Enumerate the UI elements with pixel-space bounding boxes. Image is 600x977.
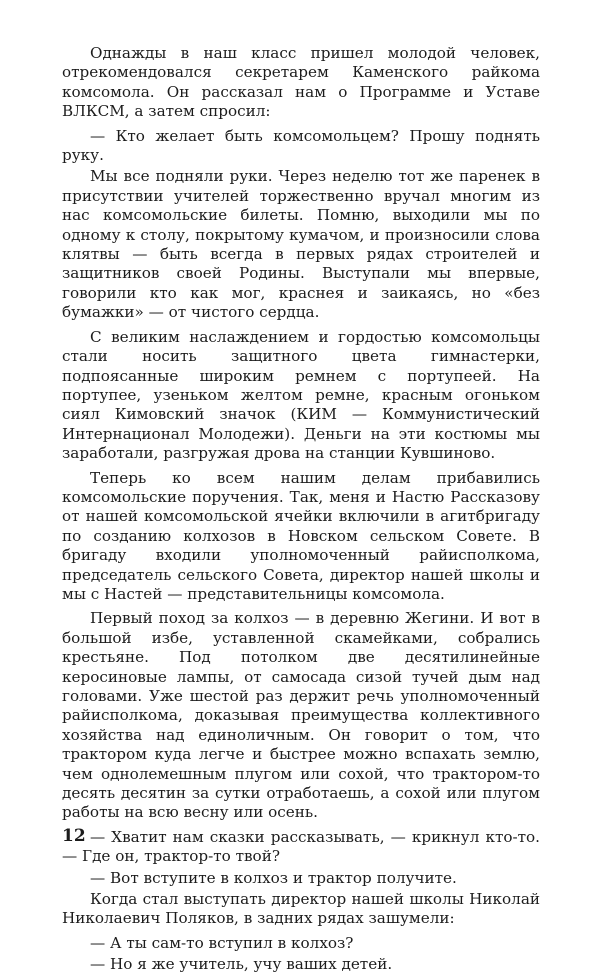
dialog-line: — Но я же учитель, учу ваших детей. <box>90 955 393 974</box>
page-body <box>62 44 540 977</box>
dialog-line: — Хватит нам сказки рассказывать, — крикнул кто-то. — Где он, трактор-то твой? <box>62 827 540 866</box>
paragraph: Теперь ко всем нашим делам прибавились комсомольские поручения. Так, меня и Настю Рассказову от нашей комсомольской ячейки включили в агитбригаду по созданию колхозов в Новском сельском Совете. В бригаду входили уполномоченный райисполкома, председатель сельского Совета, директор нашей школы и мы с Настей — представительницы комсомола. <box>62 468 540 603</box>
paragraph: С великим наслаждением и гордостью комсомольцы стали носить защитного цвета гимнастерки, подпоясанные широким ремнем с портупеей. На портупее, узеньком желтом ремне, красным огоньком сиял Кимовский значок (КИМ — Коммунистический Интернационал Молодежи). Деньги на эти костюмы мы заработали, разгружая дрова на станции Кувшиново. <box>62 327 540 463</box>
page-number: 12 <box>62 826 86 846</box>
paragraph: Однажды в наш класс пришел молодой человек, отрекомендовался секретарем Каменского райкома комсомола. Он рассказал нам о Программе и Уставе ВЛКСМ, а затем спросил: <box>62 44 540 121</box>
paragraph: Мы все подняли руки. Через неделю тот же паренек в присутствии учителей торжественно вручал многим из нас комсомольские билеты. Помню, выходили мы по одному к столу, покрытому кумачом, и произносили слова клятвы — быть всегда в первых рядах строителей и защитников своей Родины. Выступали мы впервые, говорили кто как мог, краснея и заикаясь, но «без бумажки» — от чистого сердца. <box>62 167 540 322</box>
paragraph: Первый поход за колхоз — в деревню Жегини. И вот в большой избе, уставленной скамейками, собрались крестьяне. Под потолком две десятилинейные керосиновые лампы, от самосада сизой тучей дым над головами. Уже шестой раз держит речь уполномоченный райисполкома, доказывая преимущества коллективного хозяйства над единоличным. Он говорит о том, что трактором куда легче и быстрее можно вспахать землю, чем однолемешным плугом или сохой, что трактором-то десять десятин за сутки отработаешь, а сохой или плугом работы на всю весну или осень. <box>62 609 540 822</box>
dialog-line: — А ты сам-то вступил в колхоз? <box>90 933 354 952</box>
paragraph: Когда стал выступать директор нашей школы Николай Николаевич Поляков, в задних рядах зашумели: <box>62 890 540 928</box>
dialog-line: — Вот вступите в колхоз и трактор получите. <box>90 868 457 887</box>
dialog-line: — Кто желает быть комсомольцем? Прошу поднять руку. <box>62 126 540 165</box>
